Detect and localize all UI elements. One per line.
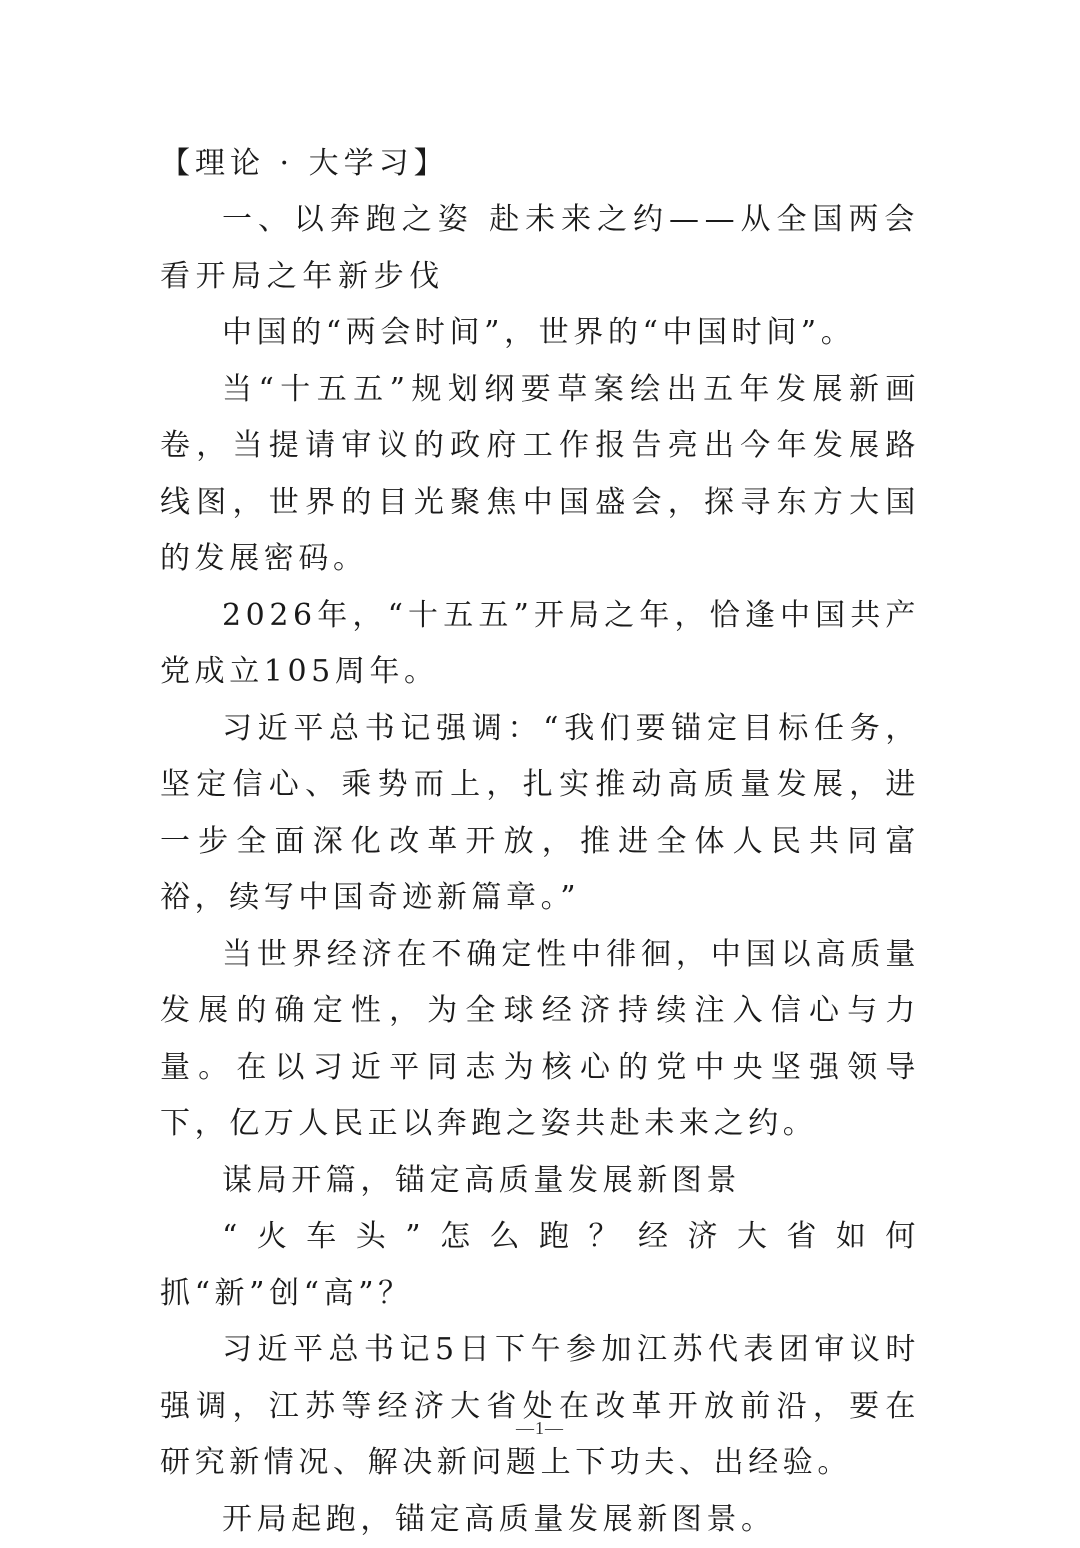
paragraph: 开局起跑，锚定高质量发展新图景。 bbox=[160, 1492, 920, 1548]
document-body bbox=[160, 136, 920, 1548]
paragraph: 当世界经济在不确定性中徘徊，中国以高质量发展的确定性，为全球经济持续注入信心与力量。在以习近平同志为核心的党中央坚强领导下，亿万人民正以奔跑之姿共赴未来之约。 bbox=[160, 927, 920, 1153]
paragraph: 2026年，“十五五”开局之年，恰逢中国共产党成立105周年。 bbox=[160, 588, 920, 701]
section-tag: 【理论 · 大学习】 bbox=[160, 136, 920, 192]
paragraph: 当“十五五”规划纲要草案绘出五年发展新画卷，当提请审议的政府工作报告亮出今年发展路线图，世界的目光聚焦中国盛会，探寻东方大国的发展密码。 bbox=[160, 362, 920, 588]
page-number: —1— bbox=[0, 1418, 1080, 1439]
paragraph: 中国的“两会时间”，世界的“中国时间”。 bbox=[160, 305, 920, 362]
paragraph: 习近平总书记5日下午参加江苏代表团审议时强调，江苏等经济大省处在改革开放前沿，要在研究新情况、解决新问题上下功夫、出经验。 bbox=[160, 1322, 920, 1492]
paragraph: 习近平总书记强调：“我们要锚定目标任务，坚定信心、乘势而上，扎实推动高质量发展，进一步全面深化改革开放，推进全体人民共同富裕，续写中国奇迹新篇章。” bbox=[160, 701, 920, 927]
paragraph: “火车头”怎么跑？经济大省如何抓“新”创“高”？ bbox=[160, 1209, 920, 1322]
subheading: 谋局开篇，锚定高质量发展新图景 bbox=[160, 1153, 920, 1210]
article-title: 一、以奔跑之姿 赴未来之约——从全国两会看开局之年新步伐 bbox=[160, 192, 920, 305]
